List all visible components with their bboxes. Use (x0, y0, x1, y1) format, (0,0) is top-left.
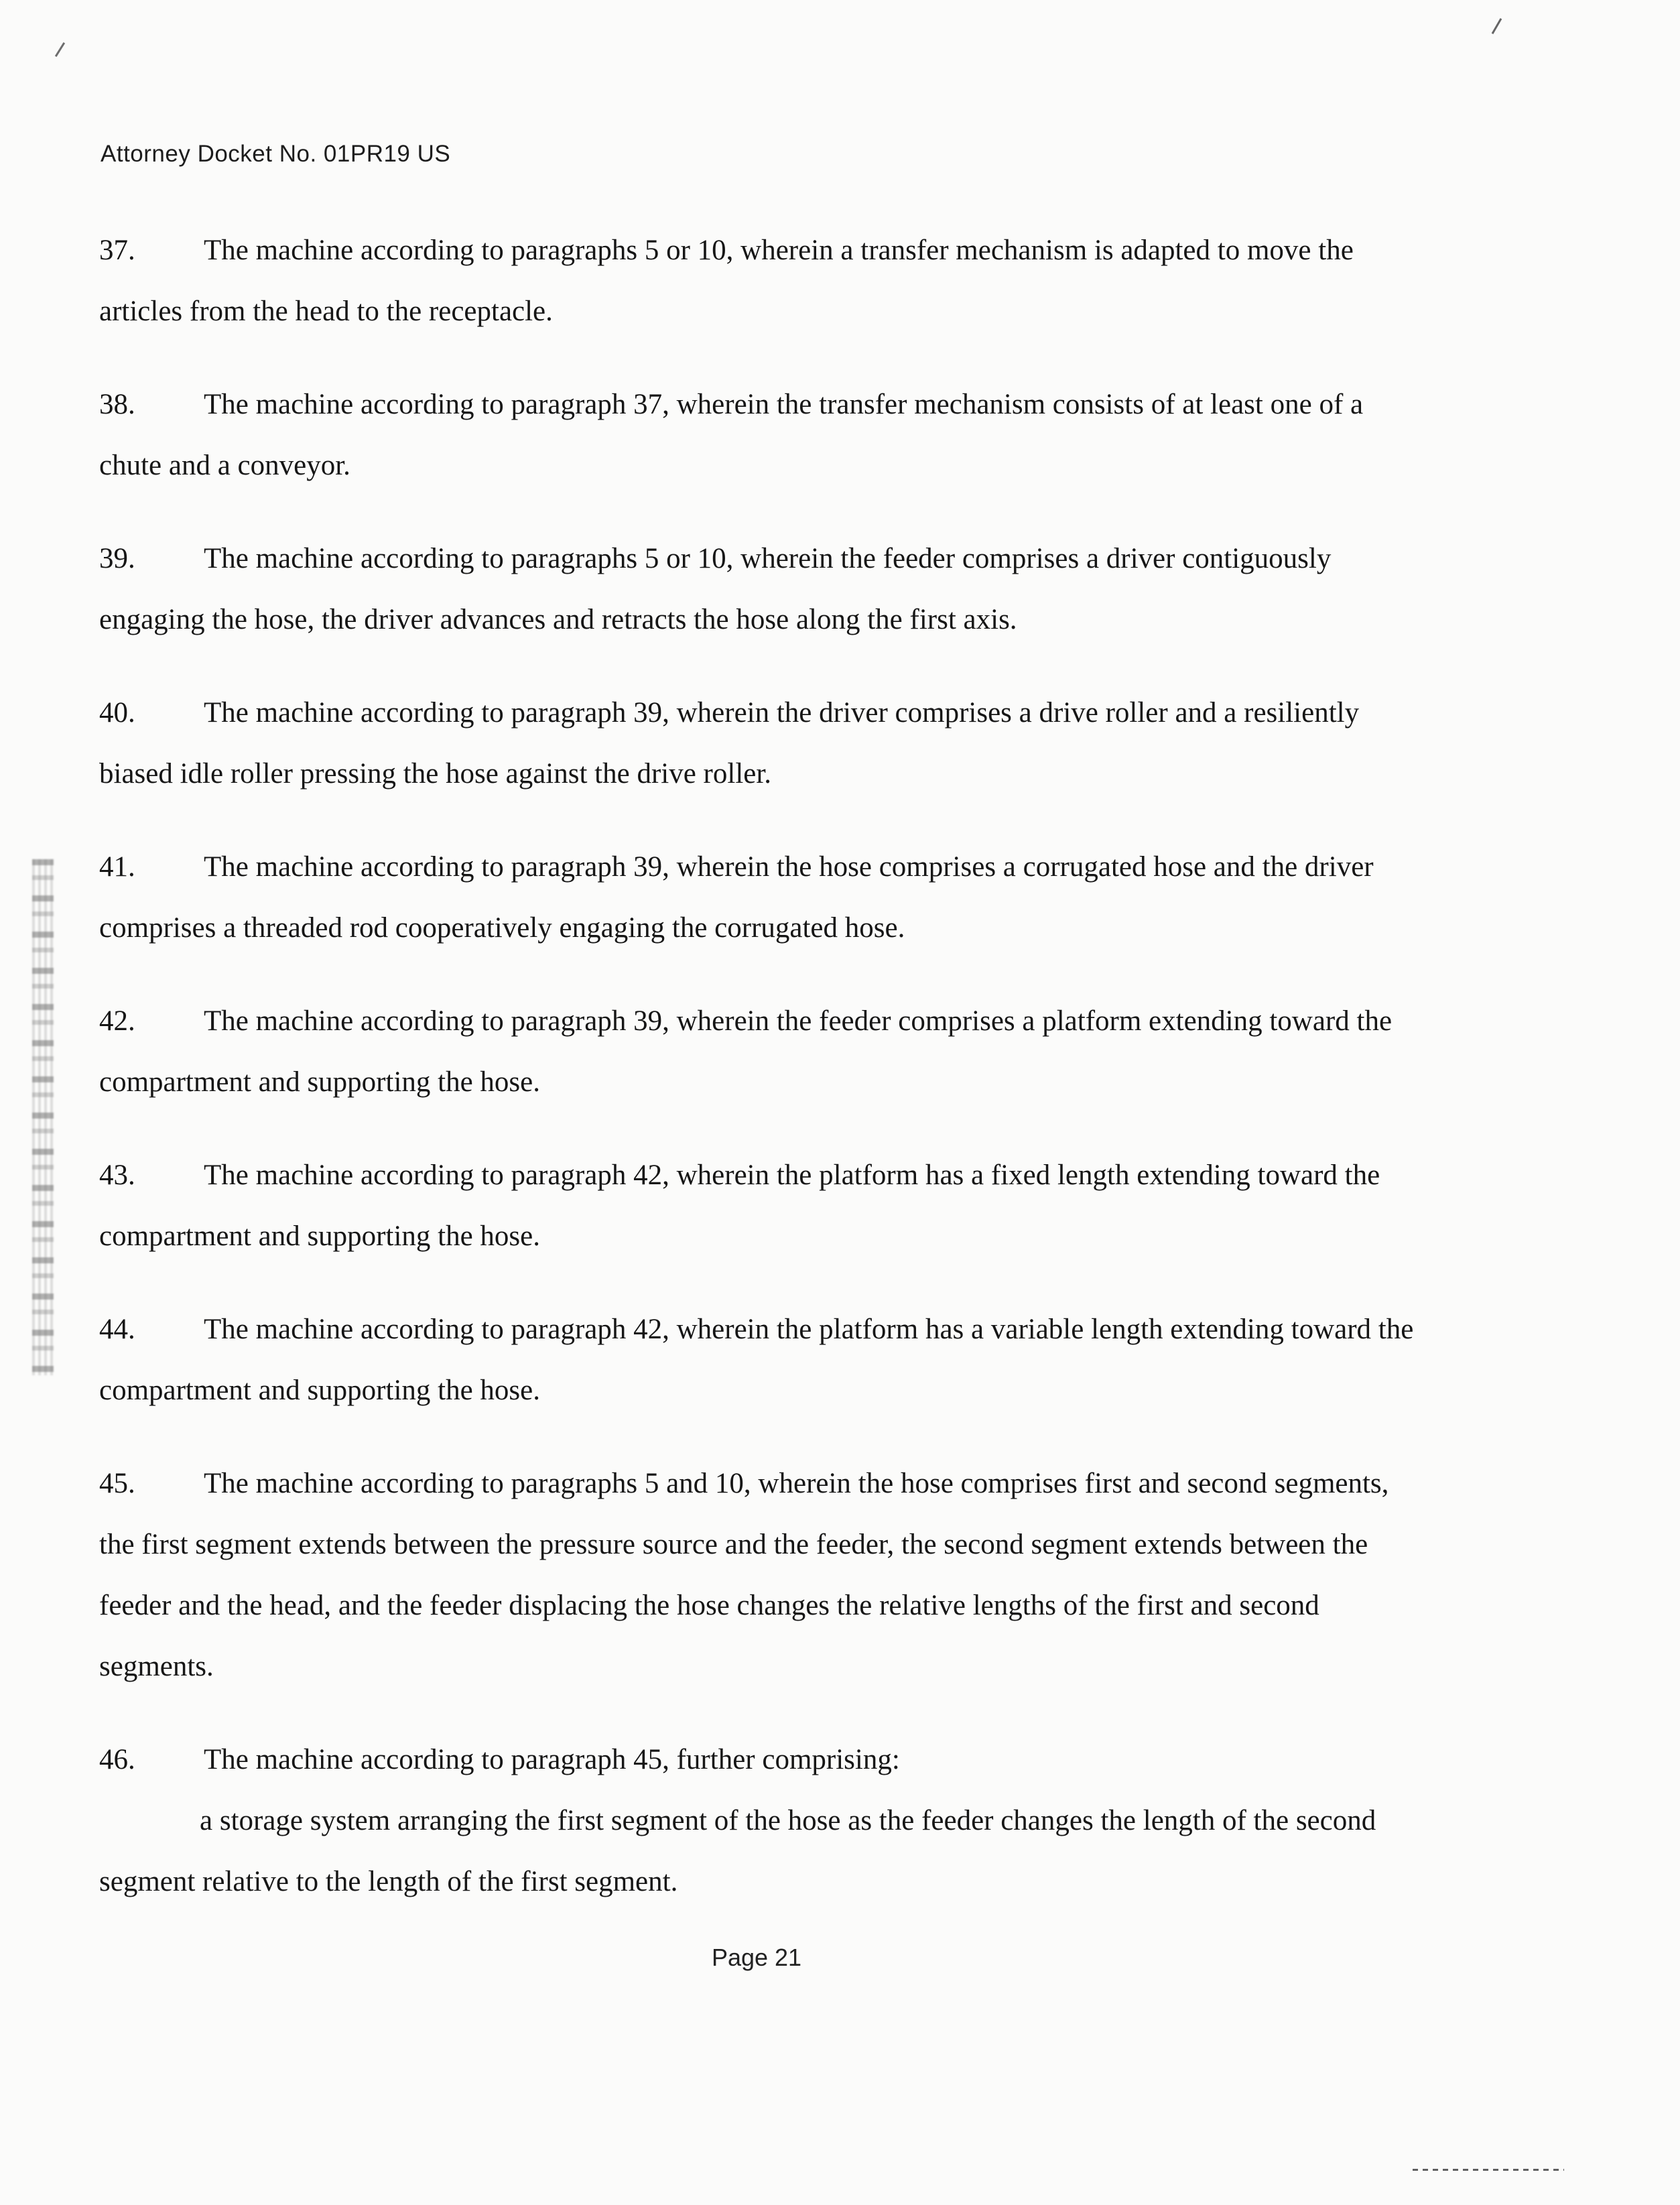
claim-number: 40. (99, 697, 135, 729)
claim-39 (99, 528, 1414, 650)
claim-number: 46. (99, 1744, 135, 1775)
scan-mark-top-right (1492, 18, 1502, 34)
claim-46 (99, 1729, 1414, 1790)
claim-number: 37. (99, 235, 135, 266)
claim-text: The machine according to paragraph 39, wherein the driver comprises a drive roller and a resiliently biased idle roller pressing the hose against the drive roller. (99, 697, 1360, 790)
page-number: Page 21 (711, 1944, 802, 1971)
claim-38 (99, 374, 1414, 496)
claim-text: The machine according to paragraphs 5 and 10, wherein the hose comprises first and second segments, the first segment extends between the pressure source and the feeder, the second segment extends between the feeder and the head, and the feeder displacing the hose changes the relative lengths of the first and second segments. (99, 1468, 1389, 1682)
claim-number: 44. (99, 1314, 135, 1345)
claim-text: The machine according to paragraph 42, wherein the platform has a fixed length extending toward the compartment and supporting the hose. (99, 1159, 1380, 1252)
claim-43 (99, 1145, 1414, 1267)
claim-40 (99, 682, 1414, 804)
claim-46-continuation: a storage system arranging the first segment of the hose as the feeder changes the length of the second segment relative to the length of the first segment. (99, 1805, 1376, 1897)
claim-44 (99, 1299, 1414, 1421)
scan-dashed-line-bottom-right (1413, 2169, 1564, 2171)
claim-number: 39. (99, 543, 135, 574)
attorney-docket-header: Attorney Docket No. 01PR19 US (101, 141, 451, 167)
claim-41 (99, 836, 1414, 958)
claim-number: 41. (99, 851, 135, 883)
scan-mark-top-left (55, 42, 65, 57)
claim-text: The machine according to paragraphs 5 or 10, wherein the feeder comprises a driver contiguously engaging the hose, the driver advances and retracts the hose along the first axis. (99, 543, 1332, 635)
claim-text: The machine according to paragraph 39, wherein the hose comprises a corrugated hose and the driver comprises a threaded rod cooperatively engaging the corrugated hose. (99, 851, 1374, 944)
claim-text: The machine according to paragraph 45, further comprising: (204, 1744, 900, 1775)
claim-number: 43. (99, 1159, 135, 1191)
scan-artifact-left-margin (32, 859, 54, 1375)
claim-42 (99, 991, 1414, 1113)
claim-number: 38. (99, 389, 135, 420)
claim-number: 42. (99, 1005, 135, 1037)
claim-number: 45. (99, 1468, 135, 1499)
claim-text: The machine according to paragraph 42, wherein the platform has a variable length extending toward the compartment and supporting the hose. (99, 1314, 1414, 1406)
claims-list (99, 220, 1414, 1944)
claim-text: The machine according to paragraph 37, wherein the transfer mechanism consists of at least one of a chute and a conveyor. (99, 389, 1364, 481)
claim-text: The machine according to paragraphs 5 or 10, wherein a transfer mechanism is adapted to move the articles from the head to the receptacle. (99, 235, 1354, 327)
claim-37 (99, 220, 1414, 342)
claim-text: The machine according to paragraph 39, wherein the feeder comprises a platform extending toward the compartment and supporting the hose. (99, 1005, 1393, 1098)
claim-45 (99, 1453, 1414, 1697)
